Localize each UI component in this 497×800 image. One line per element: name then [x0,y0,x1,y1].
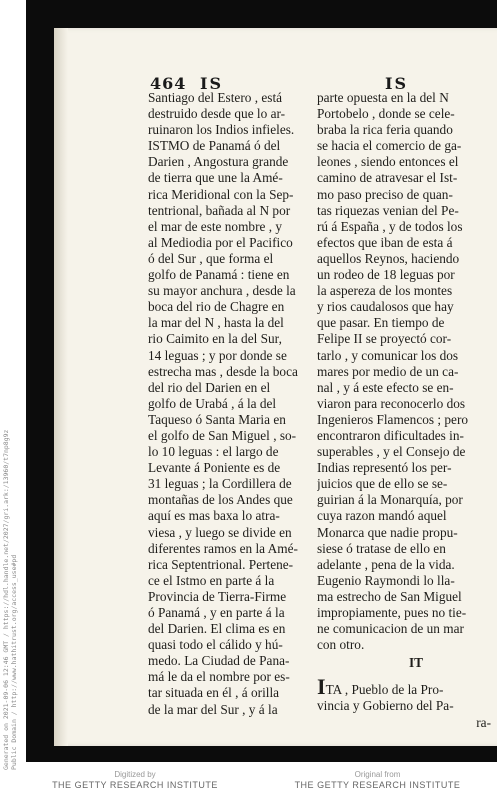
side-note-text [2,429,18,770]
text-line: quasi todo el cálido y hú- [148,637,283,653]
text-line: golfo de Panamá : tiene en [148,267,290,283]
left-text-column [148,90,313,718]
text-line: golfo de Urabá , á la del [148,395,277,411]
digitized-by-institution: THE GETTY RESEARCH INSTITUTE [52,780,218,790]
text-line: destruido desde que lo ar- [148,106,286,122]
it-entry-line [317,679,493,698]
original-from-institution: THE GETTY RESEARCH INSTITUTE [294,780,461,790]
text-line: Indias representó los per- [317,460,452,476]
text-line: la aspereza de los montes [317,283,453,299]
text-line: camino de atravesar el Ist- [317,170,458,186]
text-line: la mar del N , hasta la del [148,315,284,331]
text-line: ruinaron los Indios infieles. [148,122,295,138]
digitized-by-credit [50,770,220,790]
text-line: ISTMO de Panamá ó del [148,138,281,154]
text-line: viaron para reconocerlo dos [317,395,466,411]
original-from-label: Original from [354,770,401,779]
text-line: parte opuesta en la del N [317,90,449,105]
text-line: encontraron dificultades in- [317,427,464,443]
text-line: tentrional, bañada al N por [148,202,291,218]
text-line: Provincia de Tierra-Firme [148,588,287,604]
text-line: impropiamente, pues no tie- [317,605,467,620]
text-line: su mayor anchura , desde la [148,283,296,299]
it-entry-first-line: TA , Pueblo de la Pro- [325,682,444,698]
text-line: diferentes ramos en la Amé- [148,540,298,556]
text-line: nal , y á este efecto se en- [317,379,454,395]
text-line: rica Meridional con la Sep- [148,186,294,202]
text-line: Darien , Angostura grande [148,154,289,170]
it-entry-line: ra- [476,714,491,730]
text-line: del rio del Darien en el [148,379,271,395]
catchword: IT [408,655,423,671]
text-line: Eugenio Raymondi lo lla- [317,572,455,588]
text-line: tar situada en él , á orilla [148,685,280,701]
text-line: 14 leguas ; y por donde se [148,347,287,363]
page-number: 464 [150,74,187,93]
text-line: adelante , pena de la vida. [317,556,455,572]
text-line: con otro. [317,637,365,653]
text-line: boca del rio de Chagre en [148,299,285,315]
side-note-line-2: Public Domain / http://www.hathitrust.org/access_use#pd [10,554,18,770]
text-line: de tierra que une la Amé- [148,170,283,186]
text-line: má le da el nombre por es- [148,669,290,685]
text-line: viesa , y luego se divide en [148,524,292,540]
text-line: lo 10 leguas : el largo de [148,444,279,460]
page-gutter-shadow [54,28,68,746]
text-line: Santiago del Estero , está [148,90,283,105]
text-line: ce el Istmo en parte á la [148,572,275,588]
text-line: el golfo de San Miguel , so- [148,427,297,443]
text-line: siese ó tratase de ello en [317,540,446,556]
text-line: Monarca que nadie propu- [317,524,458,540]
text-line: mo paso preciso de quan- [317,186,453,202]
text-line: y rios caudalosos que hay [317,299,454,315]
it-entry-line: vincia y Gobierno del Pa- [317,698,454,714]
text-line: ó Panamá , y en parte á la [148,605,285,620]
text-line: superables , y el Consejo de [317,444,466,460]
digitized-by-label: Digitized by [114,770,156,779]
text-line: Taqueso ó Santa Maria en [148,411,286,427]
text-line: Levante á Poniente es de [148,460,281,476]
text-line: Ingenieros Flamencos ; pero [317,411,469,427]
text-line: rú á España , y de todos los [317,218,463,234]
right-column-lines [317,90,493,653]
original-from-credit [290,770,465,790]
text-line: tas riquezas venian del Pe- [317,202,459,218]
text-line: el mar de este nombre , y [148,218,283,234]
text-line: del Darien. El clima es en [148,621,286,637]
running-head-right: IS [385,74,409,93]
text-line: guirian á la Monarquía, por [317,492,463,508]
running-head-left: IS [200,74,224,93]
it-entry [317,679,493,730]
text-line: rio Caimito en la del Sur, [148,331,282,347]
text-line: medo. La Ciudad de Pana- [148,653,290,669]
text-line: se hacia el comercio de ga- [317,138,462,154]
hathitrust-side-note [0,429,22,770]
text-line: un rodeo de 18 leguas por [317,267,455,283]
text-line: ó del Sur , que forma el [148,250,274,266]
text-line: ne comunicacion de un mar [317,621,464,637]
text-line: tarlo , y comunicar los dos [317,347,459,363]
text-line: aquí es mas baxa lo atra- [148,508,280,524]
text-line: mares por medio de un ca- [317,363,459,379]
side-note-line-1: Generated on 2021-09-06 12:46 GMT / https://hdl.handle.net/2027/gri.ark:/13960/t7np8g9z [2,429,10,770]
text-line: cuya razon mandó aquel [317,508,447,524]
text-line: montañas de los Andes que [148,492,293,508]
dropcap-letter: I [317,679,326,699]
text-line: al Mediodia por el Pacifico [148,234,293,250]
text-line: que pasar. En tiempo de [317,315,445,331]
text-line: efectos que iban de esta á [317,234,453,250]
text-line: ma estrecho de San Miguel [317,588,462,604]
text-line: juicios que de ello se se- [317,476,448,492]
text-line: de la mar del Sur , y á la [148,701,278,717]
text-line: 31 leguas ; la Cordillera de [148,476,292,492]
text-line: Felipe II se proyectó cor- [317,331,452,347]
text-line: aquellos Reynos, haciendo [317,250,460,266]
text-line: braba la rica feria quando [317,122,453,138]
right-text-column [317,90,493,731]
text-line: rica Septentrional. Pertene- [148,556,294,572]
text-line: leones , siendo entonces el [317,154,459,170]
text-line: Portobelo , donde se cele- [317,106,455,122]
text-line: estrecha mas , desde la boca [148,363,298,379]
